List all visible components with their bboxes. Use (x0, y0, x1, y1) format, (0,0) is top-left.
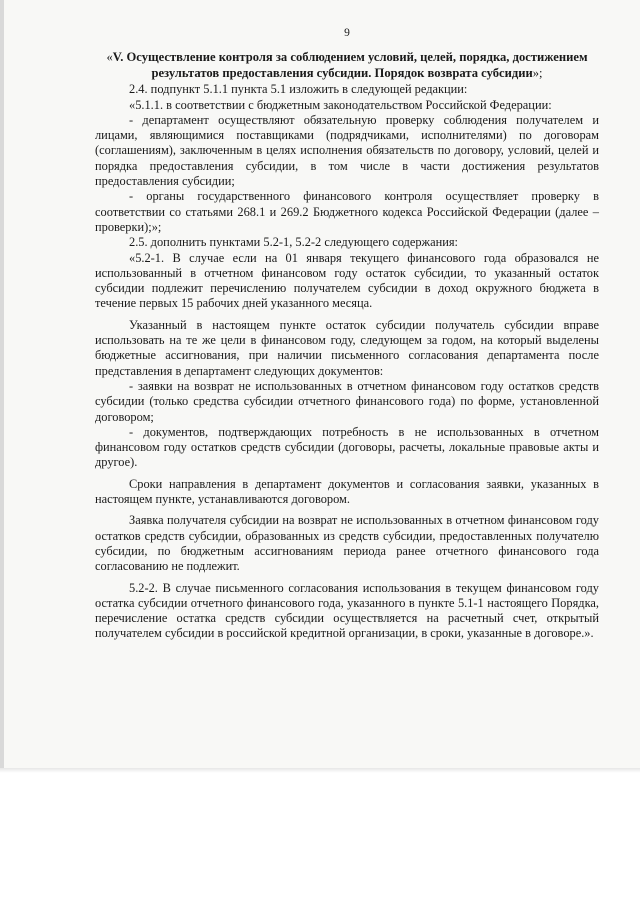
paragraph-application-not-approved: Заявка получателя субсидии на возврат не использованных в отчетном финансовом году остатков средств субсидии, образованных из средств субсидии, предоставленных получателю субсидии, по бюджетным ассигнованиям периода ранее отчетного финансового года согласованию не подлежит. (95, 513, 599, 574)
paragraph-return-application: - заявки на возврат не использованных в отчетном финансовом году остатков средств субсидии (только средства субсидии отчетного финансового года) по форме, установленной договором; (95, 378, 599, 424)
document-body (95, 26, 599, 642)
paragraph-2-4: 2.4. подпункт 5.1.1 пункта 5.1 изложить в следующей редакции: (129, 82, 468, 97)
paragraph-5-2-1: «5.2-1. В случае если на 01 января текущего финансового года образовался не использованный в отчетном финансовом году остаток субсидии, то указанный остаток субсидии подлежит перечислению получателем субсидии в доход окружного бюджета в течение первых 15 рабочих дней указанного месяца. (95, 250, 599, 311)
page-number: 9 (344, 27, 350, 39)
paragraph-supporting-documents: - документов, подтверждающих потребность в не использованных в отчетном финансовом году остатков средств субсидии (договоры, расчеты, локальные правовые акты и другое). (95, 424, 599, 470)
heading-close: »; (532, 65, 543, 80)
heading-title: V. Осуществление контроля за соблюдением условий, целей, порядка, достижением результатов предоставления субсидии. Порядок возврата субсидии (112, 50, 588, 80)
section-heading (95, 50, 599, 81)
paragraph-2-5: 2.5. дополнить пунктами 5.2-1, 5.2-2 следующего содержания: (129, 235, 458, 250)
heading-open-quote: « (106, 50, 113, 65)
page-bottom-edge (0, 768, 640, 773)
paragraph-deadlines: Сроки направления в департамент документов и согласования заявки, указанных в настоящем пункте, устанавливаются договором. (95, 476, 599, 507)
paragraph-department-check: - департамент осуществляют обязательную проверку соблюдения получателем и лицами, являющимися поставщиками (подрядчиками, исполнителями) по договорам (соглашениям), заключенным в целях исполнения обязательств по договору, условий, целей и порядка предоставления субсидии, в том числе в части достижения результатов предоставления субсидии; (95, 112, 599, 189)
paragraph-remainder-usage: Указанный в настоящем пункте остаток субсидии получатель субсидии вправе использовать на те же цели в финансовом году, следующем за годом, на который выделены бюджетные ассигнования, при наличии письменного согласования департамента после представления в департамент следующих документов: (95, 317, 599, 378)
paragraph-5-2-2: 5.2-2. В случае письменного согласования использования в текущем финансовом году остатка субсидии отчетного финансового года, указанного в пункте 5.1-1 настоящего Порядка, перечисление остатка средств субсидии осуществляется на расчетный счет, открытый получателем субсидии в российской кредитной организации, в сроки, указанные в договоре.». (95, 580, 599, 641)
paragraph-financial-control: - органы государственного финансового контроля осуществляет проверку в соответствии со статьями 268.1 и 269.2 Бюджетного кодекса Российской Федерации (далее – проверки);»; (95, 189, 599, 234)
scan-left-edge (0, 0, 4, 772)
paragraph-5-1-1: «5.1.1. в соответствии с бюджетным законодательством Российской Федерации: (129, 97, 552, 112)
